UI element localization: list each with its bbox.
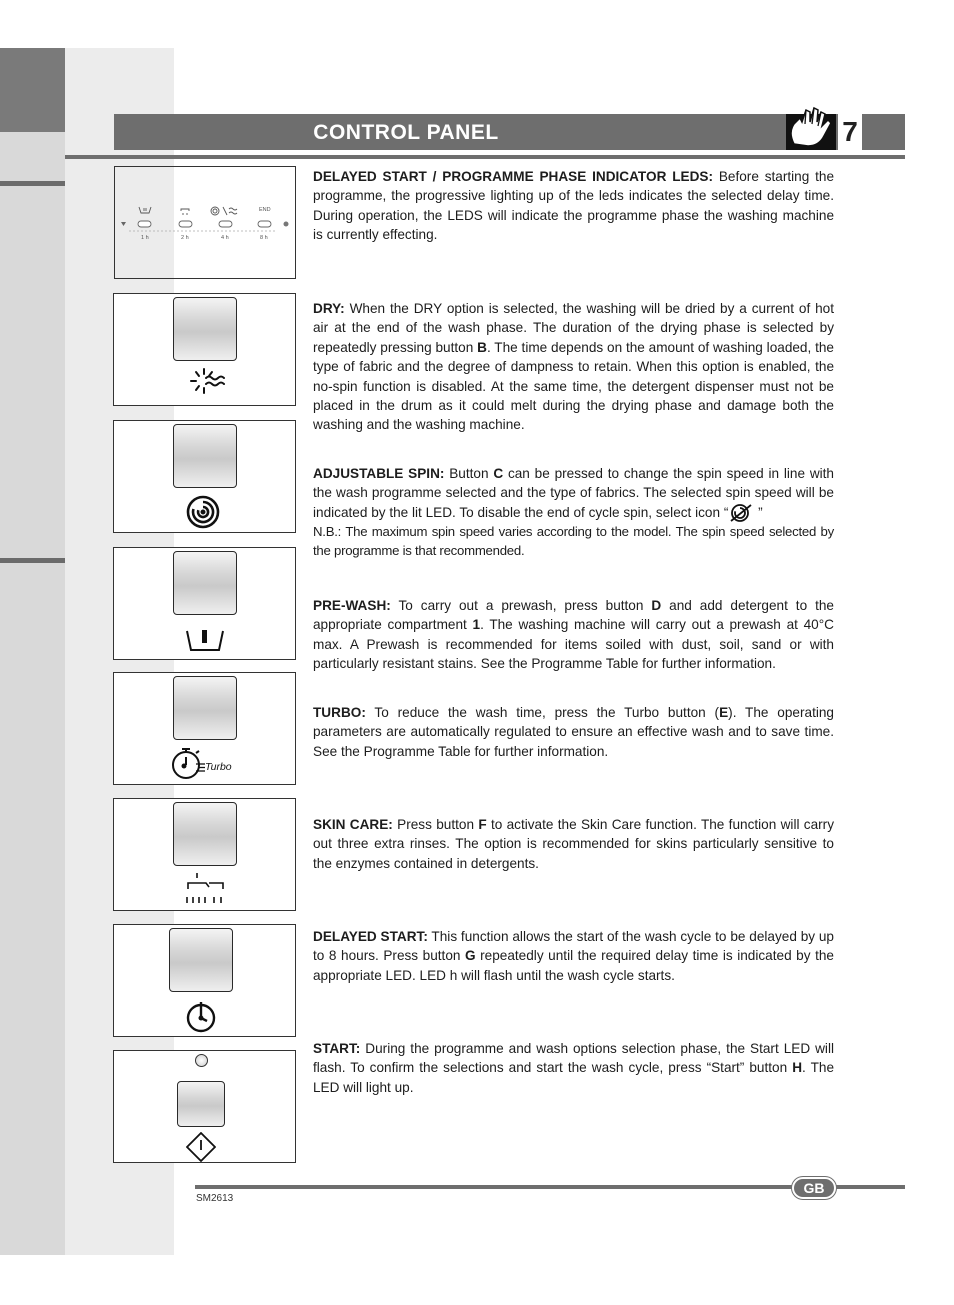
prewash-icon (185, 628, 225, 656)
section-body: . The time depends on the amount of washing loaded, the type of fabric and the degree of dampness to retain. When this option is enabled, the no-spin function is disabled. At the same time, the detergent dispenser must not be placed in the drum as it could melt during the drying phase and damage both the washing and the washing machine. (313, 339, 834, 433)
clock-icon (184, 1000, 218, 1034)
header-rule (65, 155, 905, 159)
section-dry (313, 299, 834, 435)
section-body: can be pressed to change the spin speed in line with the wash programme selected and the type of fabrics. The selected spin speed will be indicated by the lit LED. To disable the end of cycle spin, select icon “ (313, 466, 834, 520)
section-header (114, 114, 905, 150)
key-letter: E (719, 705, 729, 720)
section-note: N.B.: The maximum spin speed varies according to the model. The spin speed selected by the programme is that recommended. (313, 523, 834, 559)
turbo-button[interactable] (173, 676, 237, 740)
section-body: To reduce the wash time, press the Turbo button ( (365, 705, 720, 720)
language-badge: GB (792, 1177, 836, 1199)
page-number: 7 (838, 114, 862, 150)
section-body: Before starting the programme, the progressive lighting up of the leds indicates the selected delay time. During operation, the LEDS will indicate the programme phase the washing machine is currently effecting. (313, 169, 835, 243)
delay-led-panel (114, 166, 296, 279)
section-title: TURBO: (313, 705, 366, 720)
section-delayed-leds (313, 167, 834, 245)
dry-button[interactable] (173, 297, 237, 361)
no-spin-icon (728, 503, 754, 523)
section-delayed-start (313, 927, 834, 985)
section-pre-wash (313, 596, 834, 674)
page-title: CONTROL PANEL (313, 121, 499, 144)
section-body: repeatedly until the required delay time is indicated by the appropriate LED. LED h will flash until the wash cycle starts. (313, 948, 834, 983)
section-body: When the DRY option is selected, the washing will be dried by a current of hot air at the end of the wash phase. The duration of the drying phase is selected by repeatedly pressing button (313, 301, 834, 355)
dry-icon (188, 366, 228, 400)
delayed-start-panel (113, 924, 296, 1037)
spin-panel (113, 420, 296, 533)
key-letter: G (465, 948, 476, 964)
key-letter: C (493, 466, 504, 481)
section-body: Press button (392, 817, 479, 832)
prewash-panel (113, 547, 296, 660)
spin-button[interactable] (173, 424, 237, 488)
speed-lines-icon (196, 763, 205, 772)
section-start (313, 1039, 834, 1097)
section-body: During the programme and wash options selection phase, the Start LED will flash. To confirm the selections and start the wash cycle, press “Start” button (313, 1041, 834, 1076)
section-title: PRE-WASH: (313, 598, 391, 613)
margin-divider (0, 181, 65, 186)
delayed-start-button[interactable] (169, 928, 233, 992)
section-body: This function allows the start of the wash cycle to be delayed by up to 8 hours. Press button (313, 929, 834, 964)
section-adjustable-spin (313, 464, 834, 561)
end-label: END (259, 207, 271, 213)
turbo-icon-label: Turbo (205, 761, 232, 773)
section-body: to activate the Skin Care function. The function will carry out three extra rinses. The option is recommended for skins particularly sensitive to the enzymes contained in detergents. (313, 817, 834, 871)
spin-icon (185, 494, 221, 530)
section-title: DELAYED START: (313, 929, 428, 944)
section-skin-care (313, 815, 834, 873)
section-body: ). The operating parameters are automatically regulated to ensure an effective wash and to save time. See the Programme Table for further information. (313, 705, 834, 759)
section-body: To carry out a prewash, press button (390, 598, 652, 613)
section-title: DRY: (313, 301, 345, 316)
start-panel (113, 1050, 296, 1163)
section-title: DELAYED START / PROGRAMME PHASE INDICATOR LEDS: (313, 169, 713, 184)
hour-label: 4 h (221, 235, 229, 241)
key-letter: F (478, 817, 487, 832)
start-icon (186, 1132, 216, 1162)
left-margin-band (0, 48, 65, 1255)
start-led (195, 1054, 208, 1067)
hour-label: 1 h (141, 235, 149, 241)
skincare-button[interactable] (173, 802, 237, 866)
section-body: . The washing machine will carry out a prewash at 40°C max. A Prewash is recommended for items soiled with dust, soil, sand or with particularly resistant stains. See the Programme Table for further information. (313, 617, 834, 672)
hour-label: 2 h (181, 235, 189, 241)
rinse-icon (183, 871, 229, 907)
hour-label: 8 h (260, 235, 268, 241)
section-tab (0, 48, 65, 132)
section-body: and add detergent to the appropriate compartment (313, 598, 834, 633)
turbo-icon-label-wrap (196, 761, 232, 773)
section-body: ” (754, 504, 763, 520)
section-body: Button (444, 466, 494, 481)
dry-panel (113, 293, 296, 406)
key-letter: 1 (472, 617, 481, 633)
skincare-panel (113, 798, 296, 911)
margin-divider (0, 558, 65, 563)
section-turbo (313, 703, 834, 761)
key-letter: B (477, 339, 487, 355)
section-body: . The LED will light up. (313, 1060, 834, 1095)
section-title: START: (313, 1041, 361, 1056)
key-letter: D (651, 598, 662, 613)
document-code: SM2613 (196, 1193, 234, 1204)
prewash-button[interactable] (173, 551, 237, 615)
led-row-graphic (115, 167, 295, 277)
section-title: ADJUSTABLE SPIN: (313, 466, 445, 481)
section-title: SKIN CARE: (313, 817, 393, 832)
start-button[interactable] (177, 1081, 225, 1127)
hand-icon (786, 104, 836, 150)
turbo-panel (113, 672, 296, 785)
key-letter: H (792, 1060, 803, 1076)
